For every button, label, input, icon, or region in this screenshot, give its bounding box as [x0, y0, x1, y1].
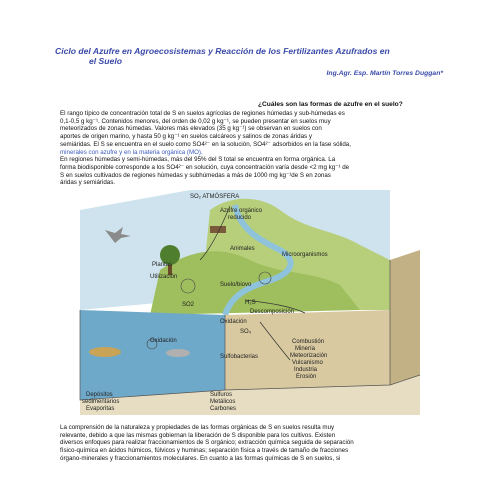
label-azufre-1: Azufre orgánico	[220, 208, 263, 214]
p1-line: forma biodisponible corresponde a los SO4²⁻ en solución, cuya concentración varía desde <2 mg kg⁻¹ de	[60, 163, 350, 171]
p1-line: áridas y semiáridas.	[60, 179, 116, 187]
label-oxidacion-left: Oxidación	[150, 338, 177, 344]
label-descomposicion: Descomposición	[250, 309, 295, 315]
label-mineria: Minería	[295, 346, 316, 352]
p2-line: físico-química en ácidos húmicos, fúlvicos y huminas; separación física a través de tamaño de fracciones	[60, 447, 349, 455]
label-vulcanismo: Vulcanismo	[292, 360, 323, 366]
label-depositos-1: Depósitos	[86, 392, 113, 398]
label-so2: SO2	[182, 302, 195, 308]
fish-illustration	[89, 347, 121, 357]
label-sulfuros-2: Metálicos	[210, 399, 236, 405]
label-depositos-2: sedimentarios	[82, 399, 120, 405]
document-title	[55, 46, 475, 66]
p1-line: minerales con azufre y en la materia orgánica (MO).	[60, 148, 203, 156]
label-plantas: Plantas	[152, 262, 173, 268]
p1-line: En regiones húmedas y semi-húmedas, más del 95% del S total se encuentra en forma orgánica. La	[60, 156, 336, 164]
label-depositos-3: Evaporitas	[86, 406, 115, 412]
p1-line: S en suelos cultivados de regiones húmedas y subhúmedas a más de 1000 mg kg⁻¹de S en zonas	[60, 171, 331, 179]
title-line-2: el Suelo	[89, 56, 122, 66]
label-azufre-2: reducido	[228, 215, 252, 221]
p1-line: El rango típico de concentración total de S en suelos agrícolas de regiones húmedas y sub-húmedas es	[60, 110, 345, 117]
p2-line: La comprensión de la naturaleza y propiedades de las formas orgánicas de S en suelos resulta muy	[60, 424, 335, 431]
p1-line: aportes de origen marino, y hasta 50 g kg⁻¹ en suelos calcáreos y salinos de zonas áridas y	[60, 133, 312, 141]
paragraph-1	[60, 110, 442, 187]
label-utilizacion: Utilización	[150, 274, 178, 280]
label-animales: Animales	[230, 246, 255, 252]
label-h2s: H₂S	[245, 300, 256, 306]
label-atmosfera: SO₂ ATMÓSFERA	[190, 194, 240, 200]
label-oxidacion-top: Oxidación	[220, 319, 247, 325]
label-sulfuros-3: Carbones	[210, 406, 237, 412]
title-line-1: Ciclo del Azufre en Agroecosistemas y Reacción de los Fertilizantes Azufrados en	[55, 46, 390, 56]
p2-line: órgano-minerales y fraccionamientos moleculares. En cuanto a las formas químicas de S en suelos, si	[60, 454, 341, 462]
label-industria: Industria	[294, 367, 318, 373]
sulfur-cycle-diagram	[60, 190, 440, 415]
label-so4: SO₄	[240, 329, 252, 335]
p1-line: semiáridas. El S se encuentra en el suelo como SO4²⁻ en la solución, SO4²⁻ adsorbidos en la fase sólida,	[60, 140, 351, 148]
label-meteorizacion: Meteorización	[290, 353, 328, 359]
section-heading: ¿Cuáles son las formas de azufre en el suelo?	[258, 101, 403, 108]
p2-line: diversos enfoques para realizar fraccionamientos de S orgánico; extracción química seguida de separación	[60, 439, 354, 447]
author: Ing.Agr. Esp. Martín Torres Duggan*	[326, 70, 443, 77]
p1-line: meteorizados de zonas húmedas. Valores más elevados (35 g kg⁻¹) se observan en suelos con	[60, 125, 322, 133]
label-sulfuros-1: Sulfuros	[210, 392, 233, 398]
paragraph-2	[60, 424, 442, 463]
label-sulfobacterias: Sulfobacterias	[220, 354, 259, 360]
label-microorganismos: Microorganismos	[282, 252, 328, 258]
fish-illustration	[166, 349, 190, 357]
p2-line: relevante, debido a que las mismas gobiernan la liberación de S disponible para los cultivos. Existen	[60, 431, 336, 439]
label-erosion: Erosión	[296, 374, 317, 380]
label-combustion: Combustión	[292, 339, 325, 345]
label-suelo: Suelo/biovo	[220, 282, 252, 288]
p1-line: 0,1-0,5 g kg⁻¹. Contenidos menores, del orden de 0,02 g kg⁻¹, se pueden presentar en suelos muy	[60, 117, 331, 125]
